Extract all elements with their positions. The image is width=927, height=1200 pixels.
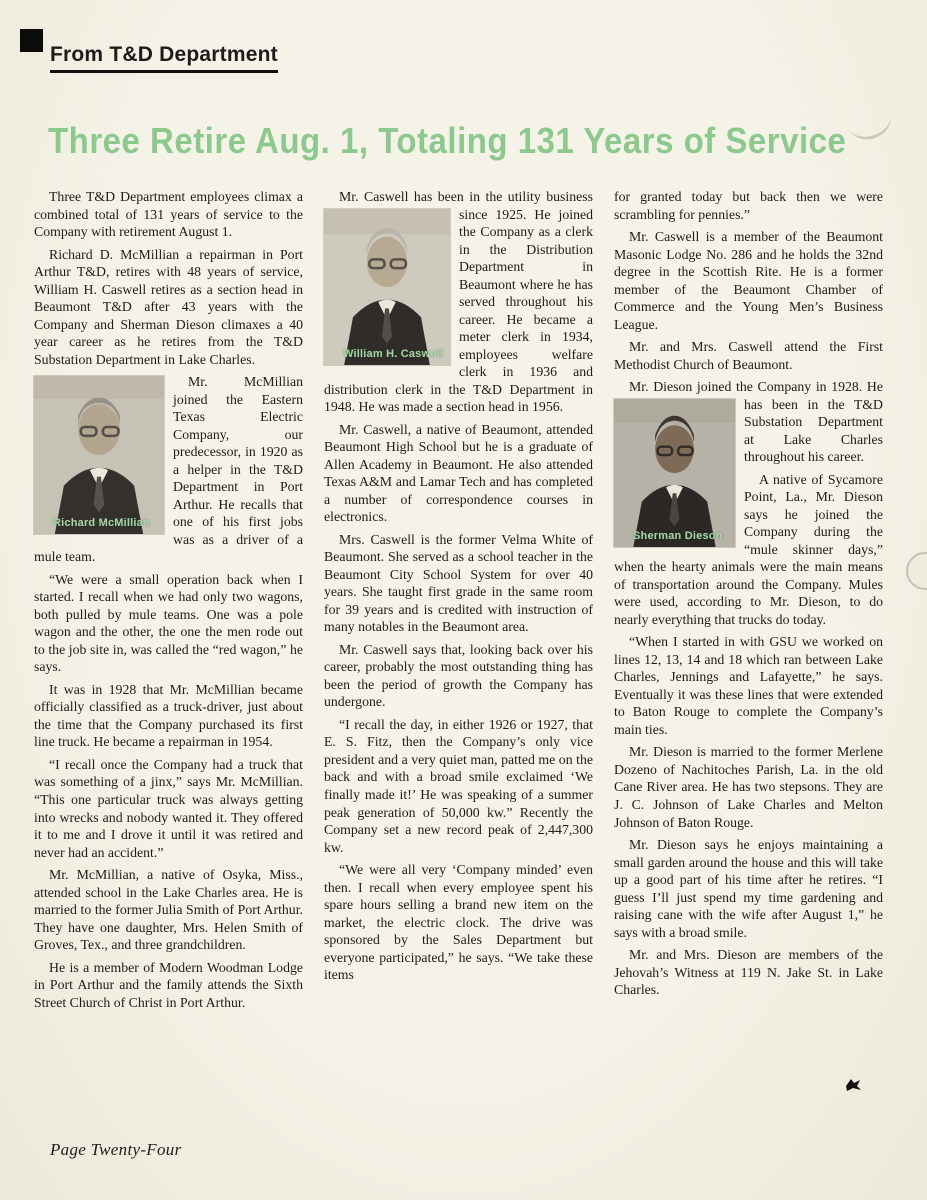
portrait-mcmillian-icon bbox=[34, 376, 164, 534]
photo-caption-mcmillian: Richard McMillian bbox=[53, 517, 150, 530]
paragraph: Mr. and Mrs. Dieson are members of the Jehovah’s Witness at 119 N. Jake St. in Lake Charles. bbox=[614, 947, 883, 998]
paragraph: Mr. Dieson is married to the former Merlene Dozeno of Nachitoches Parish, La. in the old Cane River area. He has two stepsons. They are J. C. Johnson of Lake Charles and Melton Johnson of Baton Rouge. bbox=[614, 744, 883, 830]
paragraph: Mr. and Mrs. Caswell attend the First Methodist Church of Beaumont. bbox=[614, 339, 883, 372]
end-mark bbox=[843, 1076, 863, 1093]
paragraph: for granted today but back then we were scrambling for pennies.” bbox=[614, 188, 883, 222]
paragraph-text: He has been in the T&D Substation Department at Lake Charles throughout his career. bbox=[744, 379, 884, 465]
portrait-dieson-icon bbox=[614, 399, 735, 547]
corner-square-mark bbox=[20, 29, 43, 52]
paragraph: Mr. Dieson says he enjoys maintaining a small garden around the house and this will take up a good part of his time after he retires. “I guess I’ll just spend my time gardening and raising cane with the wife after August 1,” he says with a broad smile. bbox=[614, 837, 883, 940]
paragraph: He is a member of Modern Woodman Lodge in Port Arthur and the family attends the Sixth Street Church of Christ in Port Arthur. bbox=[34, 959, 303, 1010]
headline: Three Retire Aug. 1, Totaling 131 Years of Service bbox=[48, 119, 847, 161]
paragraph: “I recall the day, in either 1926 or 1927, that E. S. Fitz, then the Company’s only vice president and a very quiet man, patted me on the back and with a broad smile exclaimed ‘We finally made it!’ He was speaking of a summer peak generation of 50,000 kw.” Recently the Company set a new record peak of 2,447,300 kw. bbox=[324, 716, 593, 855]
paragraph: Richard D. McMillian a repairman in Port Arthur T&D, retires with 48 years of service, William H. Caswell retires as a section head in Beaumont T&D after 43 years with the Company and Sherman Dieson climaxes a 40 year career as he retires from the T&D Substation Department in Lake Charles. bbox=[34, 246, 303, 367]
paragraph: Mr. Caswell is a member of the Beaumont Masonic Lodge No. 286 and he holds the 32nd degree in the Scottish Rite. He is a former member of the Beaumont Chamber of Commerce and the Young Men’s Business League. bbox=[614, 229, 883, 332]
photo-caption-dieson: Sherman Dieson bbox=[633, 529, 723, 542]
paragraph: Mr. McMillian, a native of Osyka, Miss., attended school in the Lake Charles area. He is married to the former Julia Smith of Port Arthur. They have one daughter, Mrs. Helen Smith of Groves, Tex., and three grandchildren. bbox=[34, 867, 303, 953]
paragraph: Three T&D Department employees climax a combined total of 131 years of service to the Company with retirement August 1. bbox=[34, 188, 303, 240]
article-column-3 bbox=[614, 188, 883, 1016]
section-kicker: From T&D Department bbox=[50, 43, 278, 72]
paragraph-text: business since 1925. He joined the Company as a clerk in the Distribution Department in Beaumont where he has served throughout his career. He became a meter clerk in 1934, employees welfare clerk in 1936 and distribution clerk in the T&D Department in 1948. He was made a section head in 1956. bbox=[324, 188, 593, 415]
photo-dieson bbox=[614, 399, 735, 547]
photo-caption-caswell: William H. Caswell bbox=[343, 347, 444, 360]
article-body bbox=[34, 188, 887, 1016]
kicker-row bbox=[20, 0, 887, 90]
page-number: Page Twenty-Four bbox=[50, 1140, 182, 1159]
article-column-1 bbox=[34, 188, 303, 1016]
photo-mcmillian bbox=[34, 376, 164, 534]
photo-caswell bbox=[324, 209, 450, 365]
paragraph: Mr. Caswell says that, looking back over his career, probably the most outstanding thing has been the period of growth the Company has undergone. bbox=[324, 641, 593, 710]
paragraph-text: Mr. Dieson joined the Company in 1928. bbox=[629, 379, 863, 395]
paragraph: It was in 1928 that Mr. McMillian became officially classified as a truck-driver, just about the time that the Company purchased its first line truck. He became a repairman in 1954. bbox=[34, 681, 303, 750]
article-column-2 bbox=[324, 188, 593, 1016]
paragraph-text: Mr. McMillian joined the Eastern Texas Electric Company, our predecessor, in 1920 as a helper in the T&D Department in Port Arthur. He recalls that one of his first jobs was as a driver of a mule team. bbox=[34, 374, 303, 565]
paragraph: “We were all very ‘Company minded’ even then. I recall when every employee spent his spare hours selling a brand new item on the market, the electric clock. The drive was sponsored by the Sales Department but everyone participated,” he says. “We take these items bbox=[324, 862, 593, 983]
paragraph bbox=[614, 378, 884, 542]
paragraph: A native of Sycamore Point, La., Mr. Dieson says he joined the Company during the “mule skinner days,” when the hearty animals were the main means of transportation around the Company. Mules were used, according to Mr. Dieson, to do nearly everything that trucks do today. bbox=[614, 471, 883, 627]
paragraph bbox=[324, 188, 593, 416]
paragraph: Mrs. Caswell is the former Velma White of Beaumont. She served as a school teacher in the Beaumont City School System for over 40 years. She taught first grade in the same room for 39 years and is credited with instruction of many notables in the Beaumont area. bbox=[324, 531, 593, 635]
paragraph: “I recall once the Company had a truck that was something of a jinx,” says Mr. McMillian. “This one particular truck was always getting into wrecks and nobody wanted it. They offered it to me and I drove it until it was retired and never had an accident.” bbox=[34, 756, 303, 860]
paragraph: “When I started in with GSU we worked on lines 12, 13, 14 and 18 which ran between Lake Charles, Jennings and Lafayette,” he says. Eventually it was these lines that were extended to Baton Rouge to complete the Company’s main ties. bbox=[614, 634, 883, 737]
end-dingbat-icon bbox=[843, 1076, 863, 1093]
portrait-caswell-icon bbox=[324, 209, 450, 365]
paragraph: Mr. Caswell, a native of Beaumont, attended Beaumont High School but he is a graduate of Allen Academy in Beaumont. He also attended Texas A&M and Lamar Tech and has completed a number of correspondence courses in electronics. bbox=[324, 421, 593, 525]
paragraph bbox=[34, 373, 303, 566]
paragraph: “We were a small operation back when I started. I recall when we had only two wagons, both pulled by mule teams. One was a pole wagon and the other, the one the men rode out to the job site in, was called the “red wagon,” he says. bbox=[34, 571, 303, 675]
paragraph-text: Mr. Caswell has been in the utility bbox=[339, 188, 541, 204]
